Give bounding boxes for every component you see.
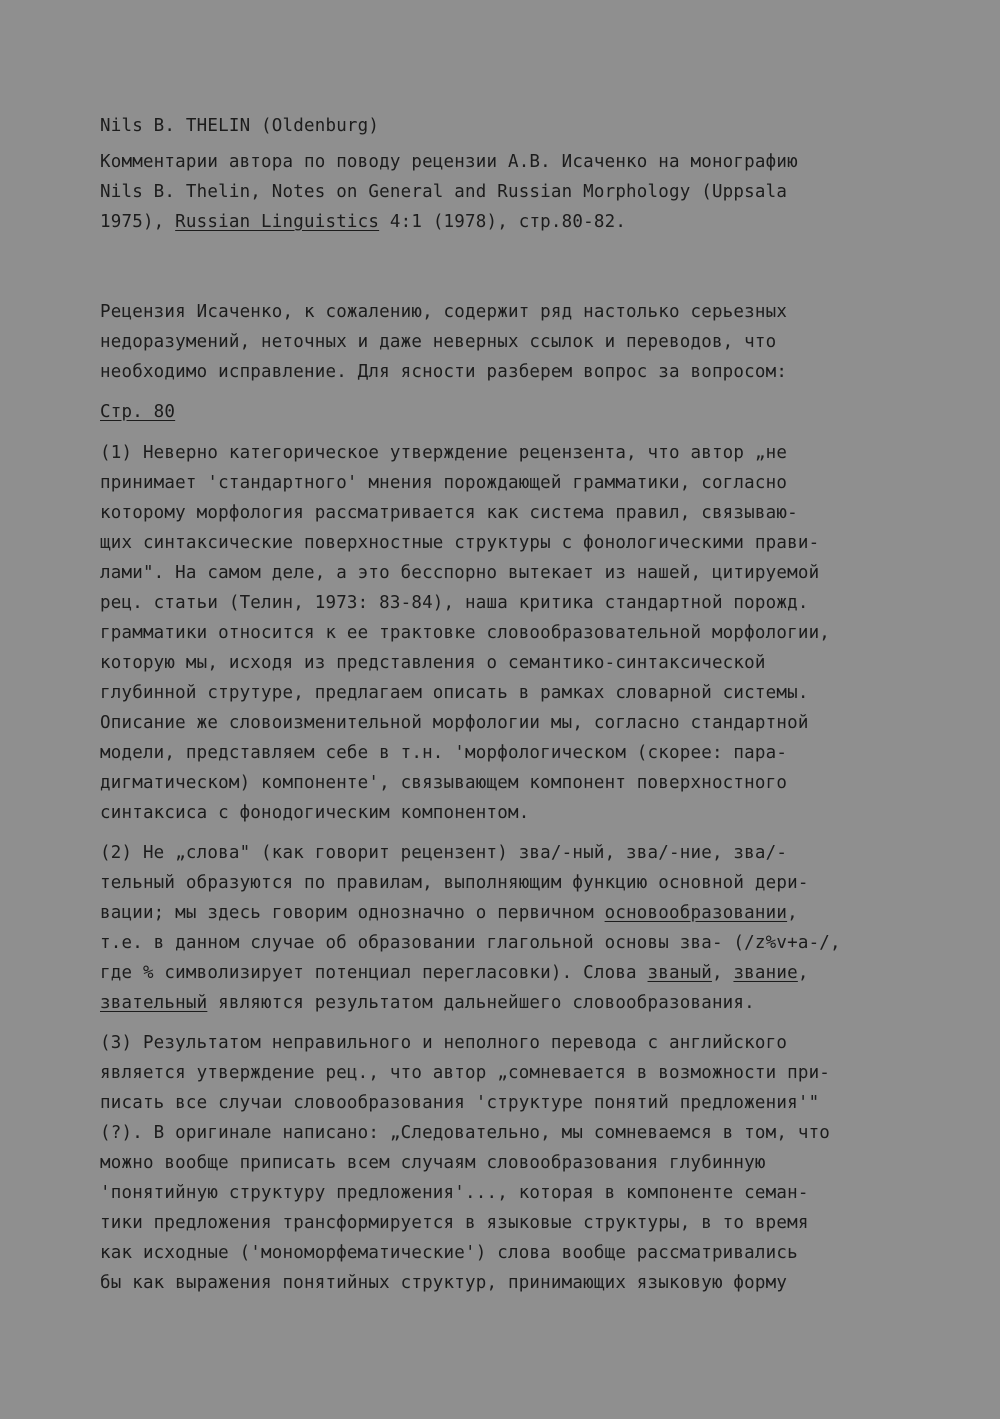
intro-line-3: необходимо исправление. Для ясности разберем вопрос за вопросом: bbox=[100, 362, 788, 382]
point3-line: бы как выражения понятийных структур, принимающих языковую форму bbox=[100, 1273, 788, 1293]
point1-line: Описание же словоизменительной морфологии мы, согласно стандартной bbox=[100, 713, 809, 733]
term-zvanie: звание bbox=[733, 963, 798, 983]
citation-pages: 4:1 (1978), стр.80-82. bbox=[379, 212, 627, 232]
point2-text: , bbox=[711, 963, 734, 983]
point2-line: т.е. в данном случае об образовании глагольной основы зва- (/z%v+a-/, bbox=[100, 933, 841, 953]
point1-line: модели, представляем себе в т.н. 'морфологическом (скорее: пара- bbox=[100, 743, 788, 763]
point2-line bbox=[100, 992, 755, 1014]
intro-line-1: Рецензия Исаченко, к сожалению, содержит ряд настолько серьезных bbox=[100, 302, 788, 322]
point2-line bbox=[100, 902, 798, 924]
point1-line: дигматическом) компоненте', связывающем компонент поверхностного bbox=[100, 773, 788, 793]
point2-text: где % символизирует потенциал перегласовки). Слова bbox=[100, 963, 648, 983]
point1-line: (1) Неверно категорическое утверждение рецензента, что автор „не bbox=[100, 443, 788, 463]
point2-text: , bbox=[797, 963, 809, 983]
term-osnovoobrazovanie: основообразовании bbox=[604, 903, 788, 923]
citation-line-2: Nils B. Thelin, Notes on General and Russian Morphology (Uppsala bbox=[100, 182, 788, 202]
point3-line: как исходные ('мономорфематические') слова вообще рассматривались bbox=[100, 1243, 798, 1263]
point2-line: (2) Не „слова" (как говорит рецензент) зва/-ный, зва/-ние, зва/- bbox=[100, 843, 788, 863]
point2-line: тельный образуются по правилам, выполняющим функцию основной дери- bbox=[100, 873, 809, 893]
point3-line: 'понятийную структуру предложения'..., которая в компоненте семан- bbox=[100, 1183, 809, 1203]
author-line: Nils B. THELIN (Oldenburg) bbox=[100, 116, 380, 136]
point2-text: , bbox=[787, 903, 798, 923]
journal-title: Russian Linguistics bbox=[175, 212, 380, 232]
point1-line: грамматики относится к ее трактовке словообразовательной морфологии, bbox=[100, 623, 831, 643]
intro-line-2: недоразумений, неточных и даже неверных ссылок и переводов, что bbox=[100, 332, 777, 352]
point1-line: синтаксиса с фонодогическим компонентом. bbox=[100, 803, 530, 823]
point2-text: являются результатом дальнейшего словообразования. bbox=[207, 993, 755, 1013]
point3-line: тики предложения трансформируется в языковые структуры, в то время bbox=[100, 1213, 809, 1233]
point1-line: щих синтаксические поверхностные структуры с фонологическими прави- bbox=[100, 533, 820, 553]
point3-line: является утверждение рец., что автор „сомневается в возможности при- bbox=[100, 1063, 831, 1083]
point3-line: можно вообще приписать всем случаям словообразования глубинную bbox=[100, 1153, 766, 1173]
citation-line-1: Комментарии автора по поводу рецензии А.В. Исаченко на монографию bbox=[100, 152, 798, 172]
point3-line: (?). В оригинале написано: „Следовательно, мы сомневаемся в том, что bbox=[100, 1123, 831, 1143]
point3-line: писать все случаи словообразования 'структуре понятий предложения'" bbox=[100, 1093, 820, 1113]
point1-line: которую мы, исходя из представления о семантико-синтаксической bbox=[100, 653, 766, 673]
point3-line: (3) Результатом неправильного и неполного перевода с английского bbox=[100, 1033, 788, 1053]
term-zvatelnyj: звательный bbox=[100, 993, 208, 1013]
term-zvanyj: званый bbox=[647, 963, 712, 983]
citation-year: 1975), bbox=[100, 212, 176, 232]
point1-line: лами". На самом деле, а это бесспорно вытекает из нашей, цитируемой bbox=[100, 563, 820, 583]
section-heading: Стр. 80 bbox=[100, 402, 176, 422]
point1-line: рец. статьи (Телин, 1973: 83-84), наша критика стандартной порожд. bbox=[100, 593, 809, 613]
point1-line: принимает 'стандартного' мнения порождающей грамматики, согласно bbox=[100, 473, 788, 493]
point1-line: глубинной струтуре, предлагаем описать в рамках словарной системы. bbox=[100, 683, 809, 703]
point2-text: вации; мы здесь говорим однозначно о первичном bbox=[100, 903, 605, 923]
point2-line bbox=[100, 962, 809, 984]
citation-line-3 bbox=[100, 211, 626, 233]
point1-line: которому морфология рассматривается как система правил, связываю- bbox=[100, 503, 798, 523]
